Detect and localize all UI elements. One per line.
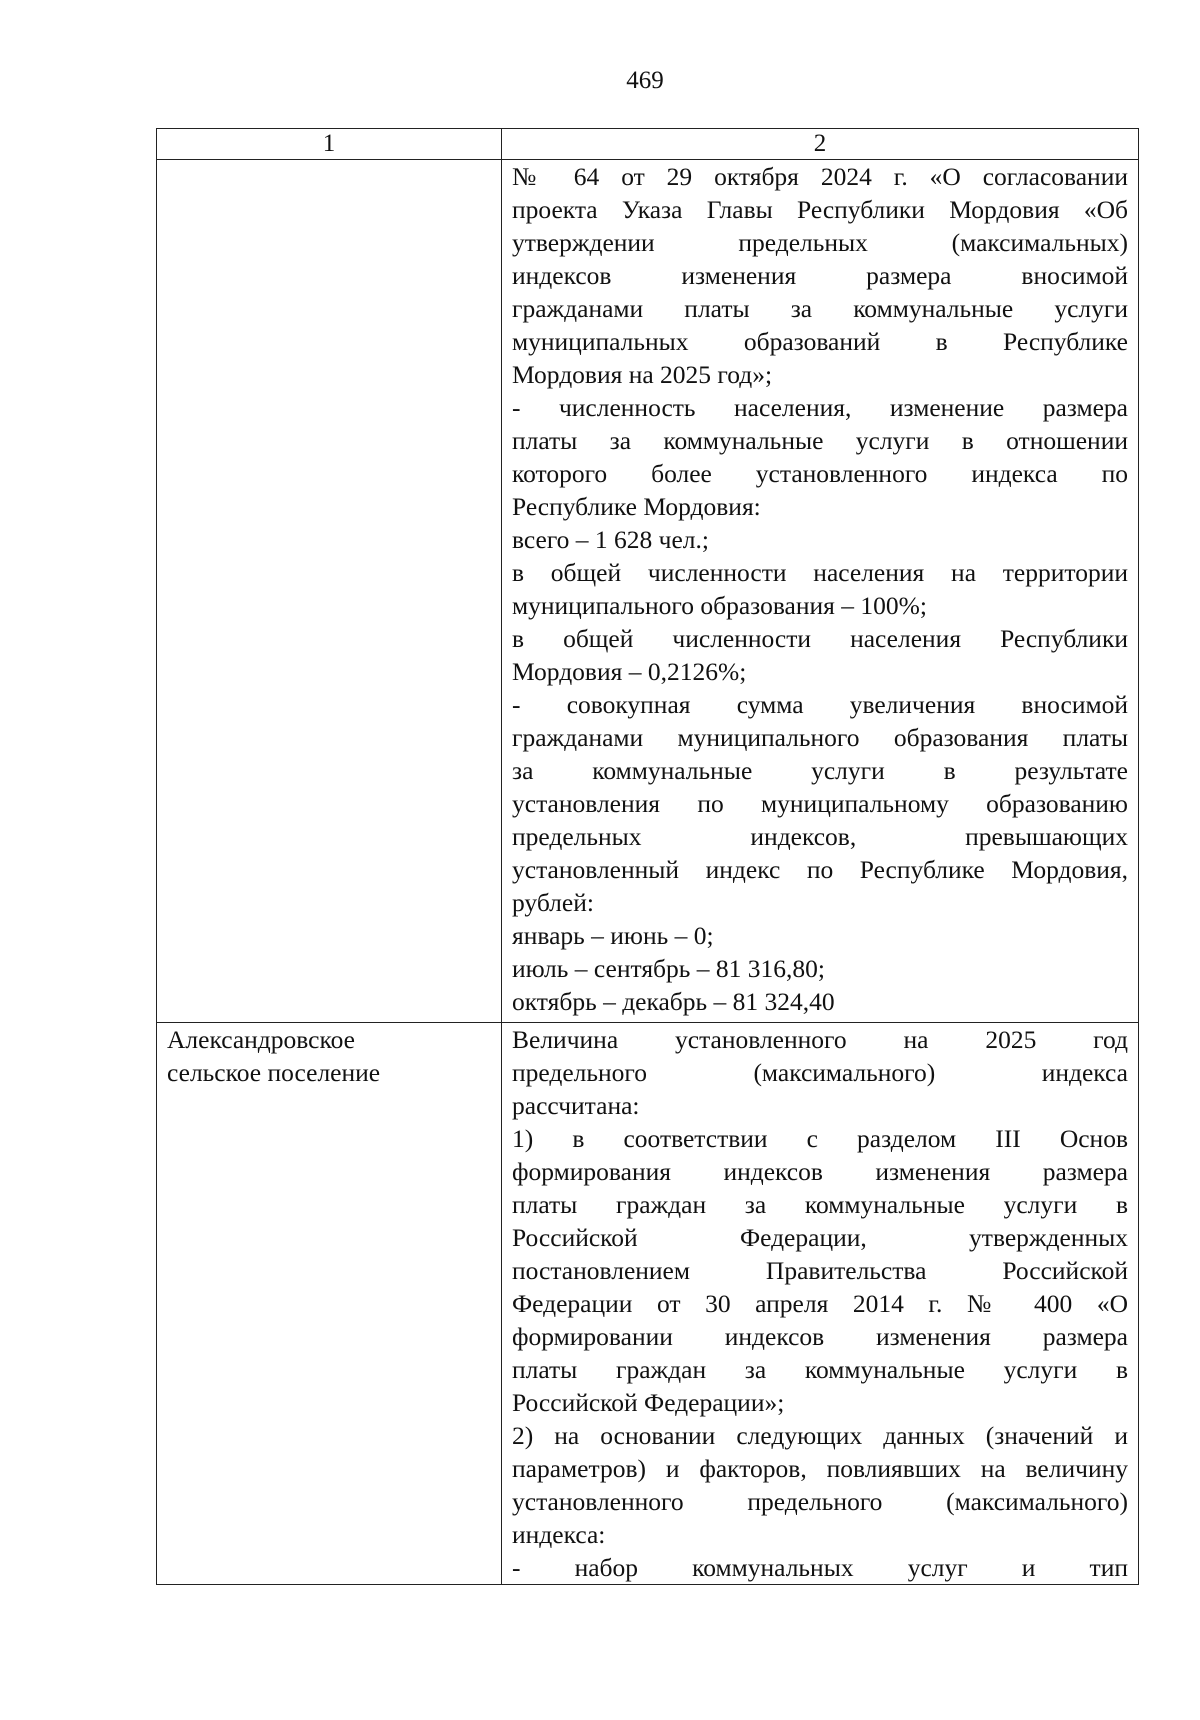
text-line: 2) на основании следующих данных (значений и [512, 1421, 1128, 1450]
document-table [156, 128, 1139, 1585]
text-line: индексов изменения размера вносимой [512, 261, 1128, 290]
text-line: предельных индексов, превышающих [512, 822, 1128, 851]
text-line: Российской Федерации»; [512, 1388, 785, 1417]
text-line: предельного (максимального) индекса [512, 1058, 1128, 1087]
text-line: платы граждан за коммунальные услуги в [512, 1355, 1128, 1384]
text-line: 1) в соответствии с разделом III Основ [512, 1124, 1128, 1153]
name-line: Александровское [167, 1025, 355, 1054]
text-line: формирования индексов изменения размера [512, 1157, 1128, 1186]
text-line: параметров) и факторов, повлиявших на величину [512, 1454, 1128, 1483]
description-cell [502, 160, 1139, 1023]
text-line: - численность населения, изменение размера [512, 393, 1128, 422]
text-line: Мордовия на 2025 год»; [512, 360, 773, 389]
column-header-1: 1 [157, 129, 502, 160]
text-line: Величина установленного на 2025 год [512, 1025, 1128, 1054]
municipality-name-cell [157, 1023, 502, 1585]
text-line: в общей численности населения Республики [512, 624, 1128, 653]
text-line: муниципального образования – 100%; [512, 591, 927, 620]
text-line: Российской Федерации, утвержденных [512, 1223, 1128, 1252]
text-line: всего – 1 628 чел.; [512, 525, 709, 554]
page-number: 469 [626, 67, 664, 94]
text-line: индекса: [512, 1520, 606, 1549]
text-line: июль – сентябрь – 81 316,80; [512, 954, 825, 983]
text-line: - набор коммунальных услуг и тип [512, 1553, 1128, 1582]
text-line: проекта Указа Главы Республики Мордовия «Об [512, 195, 1128, 224]
text-line: постановлением Правительства Российской [512, 1256, 1128, 1285]
text-line: утверждении предельных (максимальных) [512, 228, 1128, 257]
text-line: платы граждан за коммунальные услуги в [512, 1190, 1128, 1219]
text-line: которого более установленного индекса по [512, 459, 1128, 488]
text-line: № 64 от 29 октября 2024 г. «О согласовании [512, 162, 1128, 191]
text-line: Республике Мордовия: [512, 492, 761, 521]
text-line: установления по муниципальному образованию [512, 789, 1128, 818]
text-line: Мордовия – 0,2126%; [512, 657, 747, 686]
municipality-name-cell [157, 160, 502, 1023]
text-line: январь – июнь – 0; [512, 921, 714, 950]
name-line: сельское поселение [167, 1058, 381, 1087]
table-row [157, 1023, 1139, 1585]
description-cell [502, 1023, 1139, 1585]
text-line: октябрь – декабрь – 81 324,40 [512, 987, 835, 1016]
text-line: - совокупная сумма увеличения вносимой [512, 690, 1128, 719]
text-line: в общей численности населения на территории [512, 558, 1128, 587]
text-line: гражданами муниципального образования платы [512, 723, 1128, 752]
column-header-2: 2 [502, 129, 1139, 160]
text-line: платы за коммунальные услуги в отношении [512, 426, 1128, 455]
text-line: муниципальных образований в Республике [512, 327, 1128, 356]
table-row [157, 160, 1139, 1023]
text-line: установленного предельного (максимального) [512, 1487, 1128, 1516]
table-header-row [157, 129, 1139, 160]
text-line: гражданами платы за коммунальные услуги [512, 294, 1128, 323]
text-line: за коммунальные услуги в результате [512, 756, 1128, 785]
text-line: формировании индексов изменения размера [512, 1322, 1128, 1351]
text-line: рублей: [512, 888, 594, 917]
text-line: установленный индекс по Республике Мордовия, [512, 855, 1128, 884]
text-line: Федерации от 30 апреля 2014 г. № 400 «О [512, 1289, 1128, 1318]
text-line: рассчитана: [512, 1091, 640, 1120]
